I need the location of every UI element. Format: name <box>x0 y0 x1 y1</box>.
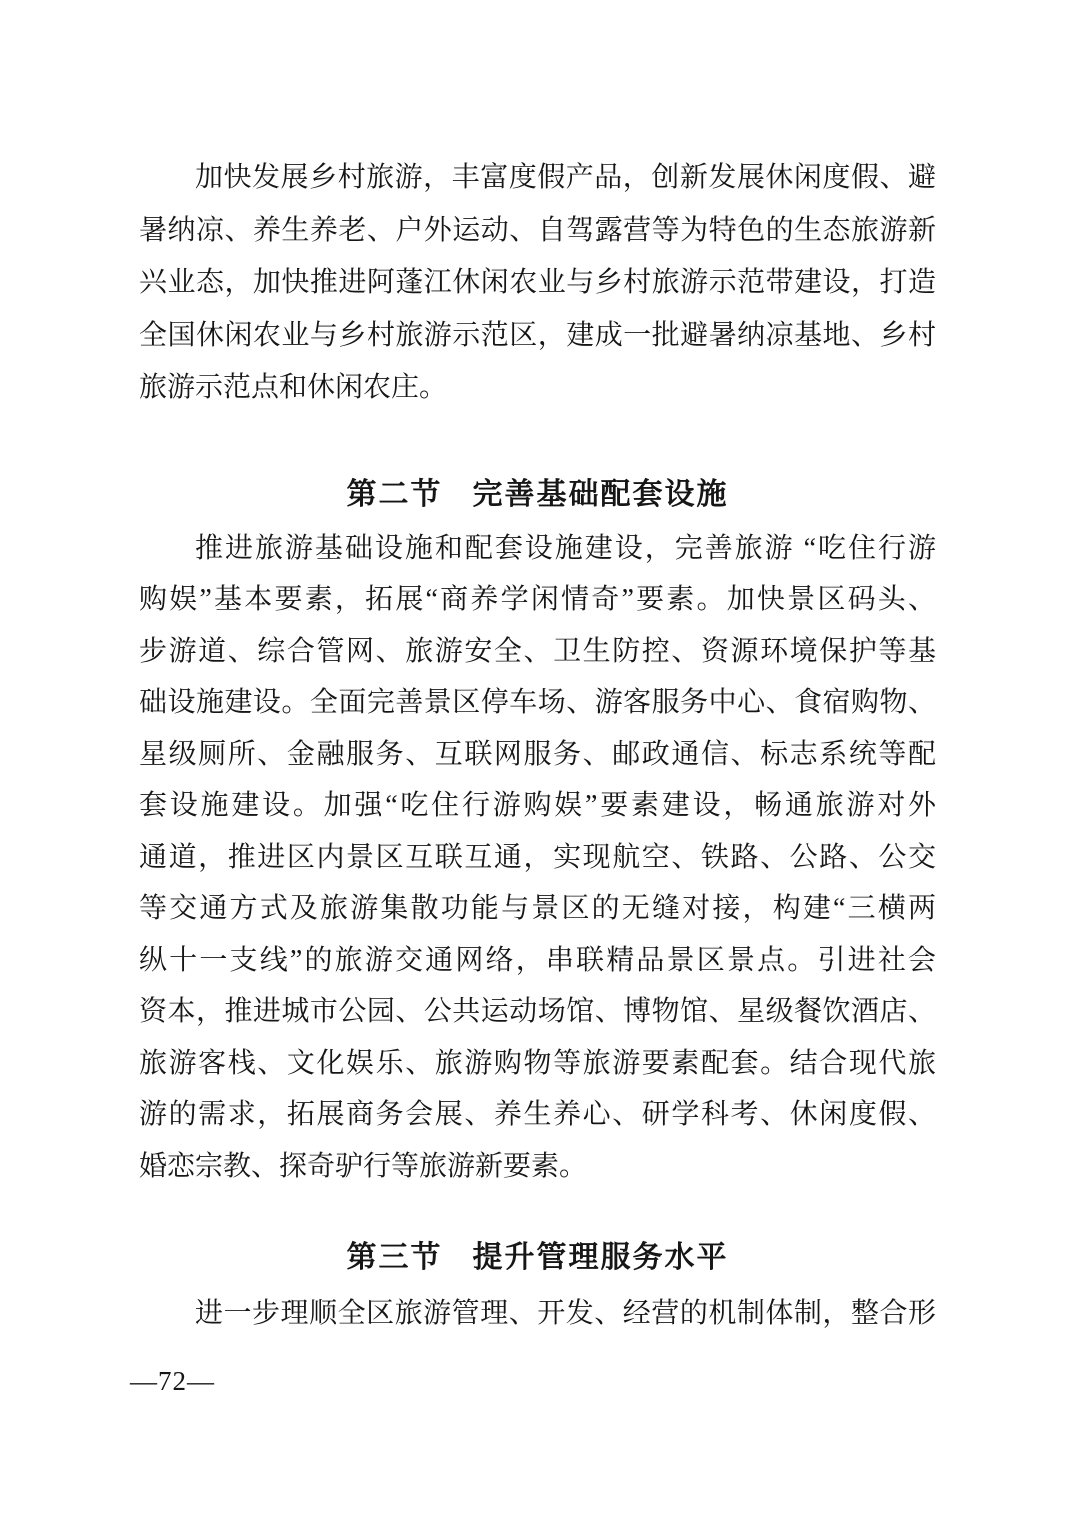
section-heading-2 <box>139 469 936 521</box>
text-line: 旅游客栈、文化娱乐、旅游购物等旅游要素配套。结合现代旅 <box>139 1047 936 1079</box>
text-line: 推进旅游基础设施和配套设施建设，完善旅游 “吃住行游 <box>195 532 936 564</box>
text-line: 旅游示范点和休闲农庄。 <box>139 372 448 403</box>
page-number: —72— <box>130 1366 215 1396</box>
paragraph-management-service <box>139 1288 936 1340</box>
text-line: 步游道、综合管网、旅游安全、卫生防控、资源环境保护等基 <box>139 635 936 667</box>
section-number: 第三节 <box>346 1241 443 1274</box>
text-line: 游的需求，拓展商务会展、养生养心、研学科考、休闲度假、 <box>139 1099 936 1130</box>
text-line: 暑纳凉、养生养老、户外运动、自驾露营等为特色的生态旅游新 <box>139 214 936 246</box>
text-line: 兴业态，加快推进阿蓬江休闲农业与乡村旅游示范带建设，打造 <box>139 267 936 298</box>
text-line: 全国休闲农业与乡村旅游示范区，建成一批避暑纳凉基地、乡村 <box>139 319 936 351</box>
text-line: 进一步理顺全区旅游管理、开发、经营的机制体制，整合形 <box>195 1298 936 1329</box>
text-line: 通道，推进区内景区互联互通，实现航空、铁路、公路、公交 <box>139 841 936 873</box>
text-line: 星级厕所、金融服务、互联网服务、邮政通信、标志系统等配 <box>139 738 936 770</box>
text-line: 套设施建设。加强“吃住行游购娱”要素建设，畅通旅游对外 <box>139 790 936 821</box>
paragraph-rural-tourism <box>139 152 936 415</box>
text-line: 纵十一支线”的旅游交通网络，串联精品景区景点。引进社会 <box>139 944 936 976</box>
section-title: 提升管理服务水平 <box>472 1241 729 1274</box>
text-line: 购娱”基本要素，拓展“商养学闲情奇”要素。加快景区码头、 <box>139 584 936 615</box>
section-number: 第二节 <box>346 477 443 511</box>
text-line: 础设施建设。全面完善景区停车场、游客服务中心、食宿购物、 <box>139 687 936 718</box>
text-line: 婚恋宗教、探奇驴行等旅游新要素。 <box>139 1150 588 1182</box>
section-title: 完善基础配套设施 <box>472 477 729 511</box>
paragraph-infrastructure <box>139 523 936 1193</box>
text-line: 资本，推进城市公园、公共运动场馆、博物馆、星级餐饮酒店、 <box>139 996 936 1027</box>
document-body <box>139 0 936 1340</box>
text-line: 加快发展乡村旅游，丰富度假产品，创新发展休闲度假、避 <box>195 162 936 193</box>
text-line: 等交通方式及旅游集散功能与景区的无缝对接，构建“三横两 <box>139 893 936 924</box>
section-heading-3 <box>139 1232 936 1284</box>
